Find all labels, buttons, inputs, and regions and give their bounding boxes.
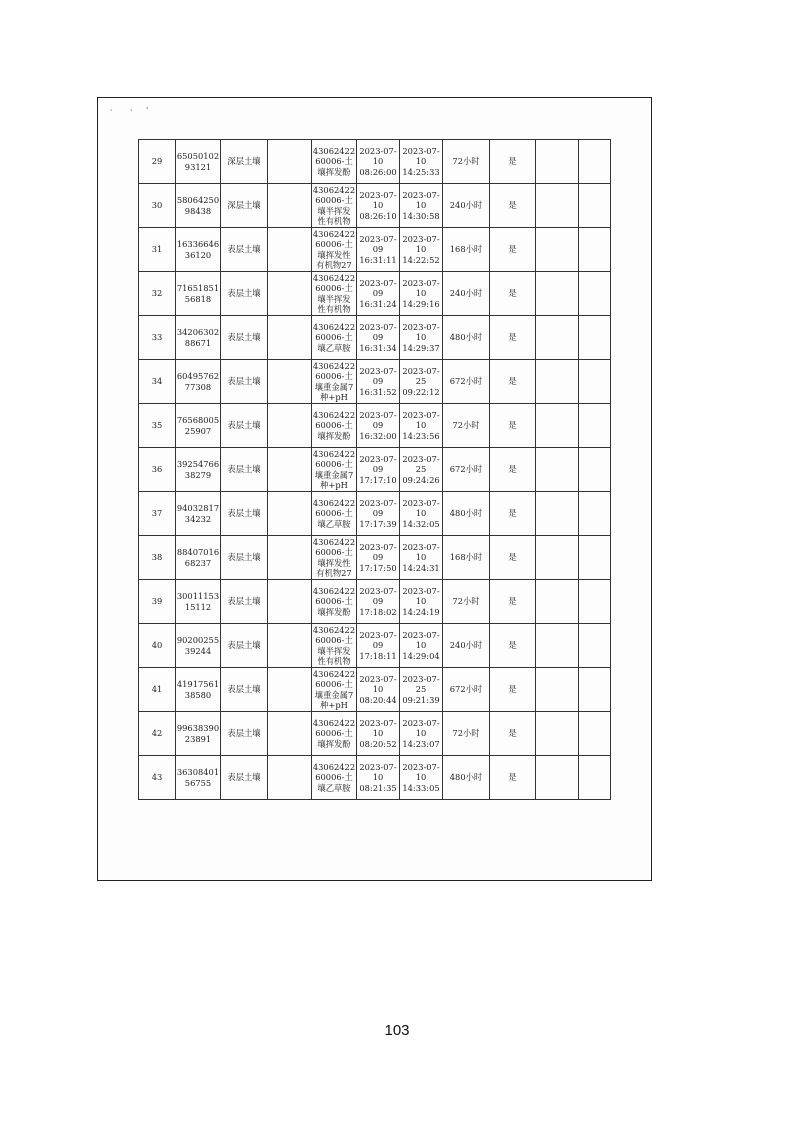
note-cell <box>536 756 579 800</box>
qualified-cell: 是 <box>490 140 536 184</box>
table-row <box>139 272 611 316</box>
end-time-cell: 2023-07- 10 14:25:33 <box>400 140 443 184</box>
test-item-cell: 43062422 60006-土 壤重金属7 种+pH <box>312 448 356 490</box>
holding-duration-cell: 72小时 <box>443 404 490 448</box>
row-number-cell: 40 <box>139 624 176 668</box>
test-item-cell: 43062422 60006-土 壤挥发性 有机物27 <box>312 228 356 270</box>
table-row <box>139 624 611 668</box>
sample-id-cell: 76568005 25907 <box>176 404 221 448</box>
start-time-cell: 2023-07- 10 08:26:00 <box>357 140 400 184</box>
holding-duration-cell: 672小时 <box>443 668 490 712</box>
holding-duration-cell: 240小时 <box>443 272 490 316</box>
end-time-cell: 2023-07- 25 09:21:39 <box>400 668 443 712</box>
note-cell <box>536 184 579 228</box>
soil-layer-cell: 深层土壤 <box>221 140 268 184</box>
test-item-cell: 43062422 60006-土 壤挥发性 有机物27 <box>312 536 356 578</box>
extra-cell <box>579 404 611 448</box>
soil-layer-cell: 表层土壤 <box>221 360 268 404</box>
sample-id-cell: 34206302 88671 <box>176 316 221 360</box>
end-time-cell: 2023-07- 10 14:30:58 <box>400 184 443 228</box>
soil-layer-cell: 深层土壤 <box>221 184 268 228</box>
sample-id-cell: 65050102 93121 <box>176 140 221 184</box>
start-time-cell: 2023-07- 10 08:20:52 <box>357 712 400 756</box>
qualified-cell: 是 <box>490 448 536 492</box>
sample-id-cell: 99638390 23891 <box>176 712 221 756</box>
table-row <box>139 316 611 360</box>
holding-duration-cell: 480小时 <box>443 756 490 800</box>
sample-id-cell: 94032817 34232 <box>176 492 221 536</box>
qualified-cell: 是 <box>490 756 536 800</box>
holding-duration-cell: 72小时 <box>443 140 490 184</box>
sample-id-cell: 71651851 56818 <box>176 272 221 316</box>
soil-layer-cell: 表层土壤 <box>221 712 268 756</box>
qualified-cell: 是 <box>490 668 536 712</box>
qualified-cell: 是 <box>490 272 536 316</box>
note-cell <box>536 272 579 316</box>
row-number-cell: 30 <box>139 184 176 228</box>
holding-duration-cell: 480小时 <box>443 316 490 360</box>
row-number-cell: 37 <box>139 492 176 536</box>
qualified-cell: 是 <box>490 360 536 404</box>
extra-cell <box>579 492 611 536</box>
start-time-cell: 2023-07- 10 08:20:44 <box>357 668 400 712</box>
note-cell <box>536 448 579 492</box>
row-number-cell: 39 <box>139 580 176 624</box>
extra-cell <box>579 316 611 360</box>
scan-speck: · <box>110 106 113 115</box>
start-time-cell: 2023-07- 09 16:31:11 <box>357 228 400 272</box>
note-cell <box>536 712 579 756</box>
empty-cell <box>268 360 312 404</box>
qualified-cell: 是 <box>490 624 536 668</box>
empty-cell <box>268 316 312 360</box>
note-cell <box>536 536 579 580</box>
row-number-cell: 32 <box>139 272 176 316</box>
empty-cell <box>268 756 312 800</box>
row-number-cell: 41 <box>139 668 176 712</box>
test-item-cell: 43062422 60006-土 壤挥发酚 <box>312 404 357 448</box>
holding-duration-cell: 672小时 <box>443 448 490 492</box>
start-time-cell: 2023-07- 09 16:31:24 <box>357 272 400 316</box>
extra-cell <box>579 668 611 712</box>
holding-duration-cell: 72小时 <box>443 712 490 756</box>
end-time-cell: 2023-07- 10 14:29:04 <box>400 624 443 668</box>
test-item-cell: 43062422 60006-土 壤乙草胺 <box>312 492 357 536</box>
test-item-cell: 43062422 60006-土 壤重金属7 种+pH <box>312 360 356 402</box>
extra-cell <box>579 536 611 580</box>
soil-layer-cell: 表层土壤 <box>221 448 268 492</box>
sample-id-cell: 90200255 39244 <box>176 624 221 668</box>
test-item-cell: 43062422 60006-土 壤半挥发 性有机物 <box>312 272 356 314</box>
start-time-cell: 2023-07- 10 08:21:35 <box>357 756 400 800</box>
extra-cell <box>579 448 611 492</box>
note-cell <box>536 404 579 448</box>
extra-cell <box>579 184 611 228</box>
end-time-cell: 2023-07- 25 09:22:12 <box>400 360 443 404</box>
empty-cell <box>268 712 312 756</box>
test-item-cell: 43062422 60006-土 壤半挥发 性有机物 <box>312 184 356 226</box>
extra-cell <box>579 580 611 624</box>
row-number-cell: 34 <box>139 360 176 404</box>
end-time-cell: 2023-07- 10 14:22:52 <box>400 228 443 272</box>
table-row <box>139 492 611 536</box>
start-time-cell: 2023-07- 09 17:17:10 <box>357 448 400 492</box>
row-number-cell: 31 <box>139 228 176 272</box>
qualified-cell: 是 <box>490 404 536 448</box>
holding-duration-cell: 168小时 <box>443 536 490 580</box>
empty-cell <box>268 404 312 448</box>
row-number-cell: 35 <box>139 404 176 448</box>
row-number-cell: 29 <box>139 140 176 184</box>
table-row <box>139 228 611 272</box>
empty-cell <box>268 668 312 712</box>
empty-cell <box>268 272 312 316</box>
row-number-cell: 42 <box>139 712 176 756</box>
soil-layer-cell: 表层土壤 <box>221 316 268 360</box>
sample-id-cell: 30011153 15112 <box>176 580 221 624</box>
extra-cell <box>579 140 611 184</box>
extra-cell <box>579 360 611 404</box>
sample-id-cell: 88407016 68237 <box>176 536 221 580</box>
start-time-cell: 2023-07- 09 16:32:00 <box>357 404 400 448</box>
extra-cell <box>579 712 611 756</box>
sample-id-cell: 39254766 38279 <box>176 448 221 492</box>
table-row <box>139 668 611 712</box>
qualified-cell: 是 <box>490 712 536 756</box>
end-time-cell: 2023-07- 10 14:24:31 <box>400 536 443 580</box>
note-cell <box>536 228 579 272</box>
end-time-cell: 2023-07- 10 14:29:37 <box>400 316 443 360</box>
note-cell <box>536 140 579 184</box>
note-cell <box>536 624 579 668</box>
soil-layer-cell: 表层土壤 <box>221 272 268 316</box>
empty-cell <box>268 228 312 272</box>
table-row <box>139 536 611 580</box>
scan-speck: · <box>130 106 133 115</box>
soil-layer-cell: 表层土壤 <box>221 580 268 624</box>
qualified-cell: 是 <box>490 316 536 360</box>
test-item-cell: 43062422 60006-土 壤重金属7 种+pH <box>312 668 356 710</box>
holding-duration-cell: 72小时 <box>443 580 490 624</box>
soil-layer-cell: 表层土壤 <box>221 624 268 668</box>
start-time-cell: 2023-07- 09 16:31:34 <box>357 316 400 360</box>
row-number-cell: 38 <box>139 536 176 580</box>
note-cell <box>536 316 579 360</box>
row-number-cell: 36 <box>139 448 176 492</box>
note-cell <box>536 580 579 624</box>
table-row <box>139 580 611 624</box>
row-number-cell: 33 <box>139 316 176 360</box>
scanned-page <box>97 97 652 881</box>
table-row <box>139 712 611 756</box>
holding-duration-cell: 240小时 <box>443 624 490 668</box>
empty-cell <box>268 140 312 184</box>
note-cell <box>536 492 579 536</box>
holding-duration-cell: 240小时 <box>443 184 490 228</box>
sample-id-cell: 36308401 56755 <box>176 756 221 800</box>
sample-id-cell: 58064250 98438 <box>176 184 221 228</box>
table-row <box>139 756 611 800</box>
table-body <box>139 140 611 800</box>
soil-layer-cell: 表层土壤 <box>221 404 268 448</box>
extra-cell <box>579 624 611 668</box>
qualified-cell: 是 <box>490 492 536 536</box>
table-row <box>139 184 611 228</box>
empty-cell <box>268 580 312 624</box>
sample-id-cell: 16336646 36120 <box>176 228 221 272</box>
empty-cell <box>268 624 312 668</box>
qualified-cell: 是 <box>490 184 536 228</box>
test-item-cell: 43062422 60006-土 壤挥发酚 <box>312 712 357 756</box>
sample-records-table <box>138 139 611 800</box>
holding-duration-cell: 672小时 <box>443 360 490 404</box>
table-row <box>139 404 611 448</box>
table-row <box>139 140 611 184</box>
soil-layer-cell: 表层土壤 <box>221 668 268 712</box>
table-row <box>139 360 611 404</box>
end-time-cell: 2023-07- 25 09:24:26 <box>400 448 443 492</box>
holding-duration-cell: 168小时 <box>443 228 490 272</box>
soil-layer-cell: 表层土壤 <box>221 228 268 272</box>
extra-cell <box>579 228 611 272</box>
soil-layer-cell: 表层土壤 <box>221 756 268 800</box>
end-time-cell: 2023-07- 10 14:32:05 <box>400 492 443 536</box>
test-item-cell: 43062422 60006-土 壤乙草胺 <box>312 316 357 360</box>
extra-cell <box>579 756 611 800</box>
start-time-cell: 2023-07- 09 17:17:39 <box>357 492 400 536</box>
end-time-cell: 2023-07- 10 14:23:56 <box>400 404 443 448</box>
scan-speck: ' <box>146 106 149 115</box>
empty-cell <box>268 536 312 580</box>
qualified-cell: 是 <box>490 536 536 580</box>
extra-cell <box>579 272 611 316</box>
row-number-cell: 43 <box>139 756 176 800</box>
empty-cell <box>268 492 312 536</box>
start-time-cell: 2023-07- 09 17:17:50 <box>357 536 400 580</box>
test-item-cell: 43062422 60006-土 壤挥发酚 <box>312 140 357 184</box>
test-item-cell: 43062422 60006-土 壤半挥发 性有机物 <box>312 624 356 666</box>
test-item-cell: 43062422 60006-土 壤挥发酚 <box>312 580 357 624</box>
test-item-cell: 43062422 60006-土 壤乙草胺 <box>312 756 357 800</box>
end-time-cell: 2023-07- 10 14:33:05 <box>400 756 443 800</box>
sample-id-cell: 41917561 38580 <box>176 668 221 712</box>
end-time-cell: 2023-07- 10 14:23:07 <box>400 712 443 756</box>
soil-layer-cell: 表层土壤 <box>221 492 268 536</box>
note-cell <box>536 360 579 404</box>
empty-cell <box>268 184 312 228</box>
sample-id-cell: 60495762 77308 <box>176 360 221 404</box>
holding-duration-cell: 480小时 <box>443 492 490 536</box>
table-row <box>139 448 611 492</box>
start-time-cell: 2023-07- 09 16:31:52 <box>357 360 400 404</box>
qualified-cell: 是 <box>490 228 536 272</box>
page-number: 103 <box>384 1022 410 1039</box>
start-time-cell: 2023-07- 09 17:18:11 <box>357 624 400 668</box>
empty-cell <box>268 448 312 492</box>
end-time-cell: 2023-07- 10 14:24:19 <box>400 580 443 624</box>
start-time-cell: 2023-07- 09 17:18:02 <box>357 580 400 624</box>
end-time-cell: 2023-07- 10 14:29:16 <box>400 272 443 316</box>
note-cell <box>536 668 579 712</box>
soil-layer-cell: 表层土壤 <box>221 536 268 580</box>
start-time-cell: 2023-07- 10 08:26:10 <box>357 184 400 228</box>
qualified-cell: 是 <box>490 580 536 624</box>
